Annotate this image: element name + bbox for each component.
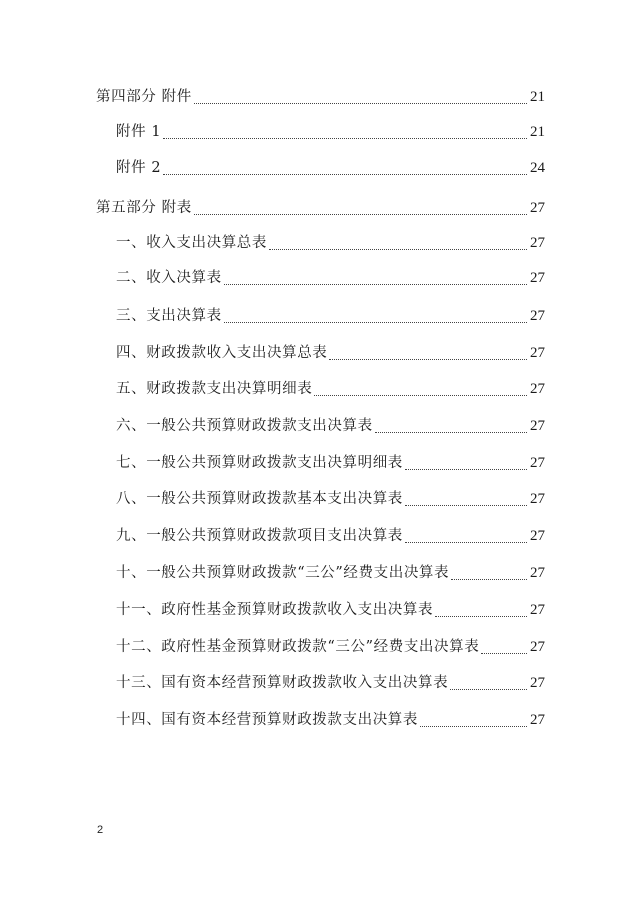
toc-entry-page: 27	[530, 712, 545, 728]
toc-entry-table-8[interactable]	[116, 489, 545, 509]
toc-dot-leader	[329, 359, 527, 360]
toc-entry-label: 九、一般公共预算财政拨款项目支出决算表	[116, 528, 403, 544]
toc-entry-attachment-2[interactable]	[116, 158, 545, 178]
toc-entry-label: 四、财政拨款收入支出决算总表	[116, 345, 328, 361]
toc-entry-label: 五、财政拨款支出决算明细表	[116, 381, 313, 397]
toc-dot-leader	[405, 505, 527, 506]
toc-entry-label: 三、支出决算表	[116, 308, 222, 324]
toc-dot-leader	[375, 432, 527, 433]
toc-entry-page: 27	[530, 418, 545, 434]
toc-entry-label: 十四、国有资本经营预算财政拨款支出决算表	[116, 712, 418, 728]
toc-entry-label: 第五部分 附表	[96, 200, 192, 216]
toc-entry-label: 附件 1	[116, 124, 162, 140]
toc-dot-leader	[405, 542, 527, 543]
toc-dot-leader	[163, 174, 527, 175]
toc-dot-leader	[194, 103, 527, 104]
toc-entry-label: 二、收入决算表	[116, 270, 222, 286]
toc-entry-table-4[interactable]	[116, 343, 545, 363]
toc-entry-label: 八、一般公共预算财政拨款基本支出决算表	[116, 491, 403, 507]
toc-entry-label: 十三、国有资本经营预算财政拨款收入支出决算表	[116, 675, 449, 691]
toc-entry-page: 27	[530, 528, 545, 544]
toc-entry-attachment-1[interactable]	[116, 122, 545, 142]
toc-entry-table-9[interactable]	[116, 526, 545, 546]
toc-entry-page: 21	[530, 124, 545, 140]
toc-entry-table-1[interactable]	[116, 233, 545, 253]
toc-entry-table-7[interactable]	[116, 453, 545, 473]
toc-entry-label: 六、一般公共预算财政拨款支出决算表	[116, 418, 373, 434]
toc-entry-table-13[interactable]	[116, 673, 545, 693]
toc-entry-page: 27	[530, 565, 545, 581]
toc-entry-table-14[interactable]	[116, 710, 545, 730]
toc-entry-table-3[interactable]	[116, 306, 545, 326]
toc-entry-table-2[interactable]	[116, 268, 545, 288]
toc-entry-page: 27	[530, 602, 545, 618]
toc-entry-page: 27	[530, 455, 545, 471]
toc-entry-page: 27	[530, 235, 545, 251]
toc-entry-page: 27	[530, 200, 545, 216]
toc-entry-table-12[interactable]	[116, 637, 545, 657]
toc-dot-leader	[269, 249, 527, 250]
toc-entry-table-5[interactable]	[116, 379, 545, 399]
toc-dot-leader	[163, 138, 527, 139]
toc-entry-label: 七、一般公共预算财政拨款支出决算明细表	[116, 455, 403, 471]
toc-dot-leader	[224, 284, 527, 285]
toc-dot-leader	[435, 616, 527, 617]
toc-entry-label: 十二、政府性基金预算财政拨款“三公”经费支出决算表	[116, 639, 480, 655]
toc-entry-table-6[interactable]	[116, 416, 545, 436]
toc-entry-part-5[interactable]	[96, 198, 545, 218]
toc-entry-label: 第四部分 附件	[96, 89, 192, 105]
toc-dot-leader	[194, 214, 527, 215]
toc-dot-leader	[224, 322, 527, 323]
footer-page-number: 2	[97, 824, 104, 836]
toc-dot-leader	[451, 579, 527, 580]
toc-dot-leader	[405, 469, 527, 470]
toc-entry-label: 附件 2	[116, 160, 162, 176]
toc-entry-table-11[interactable]	[116, 600, 545, 620]
toc-entry-table-10[interactable]	[116, 563, 545, 583]
toc-dot-leader	[450, 689, 527, 690]
toc-entry-page: 24	[530, 160, 545, 176]
toc-entry-label: 十一、政府性基金预算财政拨款收入支出决算表	[116, 602, 434, 618]
toc-entry-page: 27	[530, 308, 545, 324]
toc-entry-page: 27	[530, 345, 545, 361]
toc-entry-page: 27	[530, 381, 545, 397]
toc-entry-page: 27	[530, 491, 545, 507]
toc-entry-page: 27	[530, 639, 545, 655]
toc-entry-page: 27	[530, 270, 545, 286]
toc-dot-leader	[420, 726, 527, 727]
toc-dot-leader	[314, 395, 527, 396]
toc-entry-page: 27	[530, 675, 545, 691]
toc-entry-part-4[interactable]	[96, 87, 545, 107]
toc-entry-label: 十、一般公共预算财政拨款“三公”经费支出决算表	[116, 565, 450, 581]
toc-entry-page: 21	[530, 89, 545, 105]
toc-dot-leader	[481, 653, 527, 654]
toc-entry-label: 一、收入支出决算总表	[116, 235, 267, 251]
